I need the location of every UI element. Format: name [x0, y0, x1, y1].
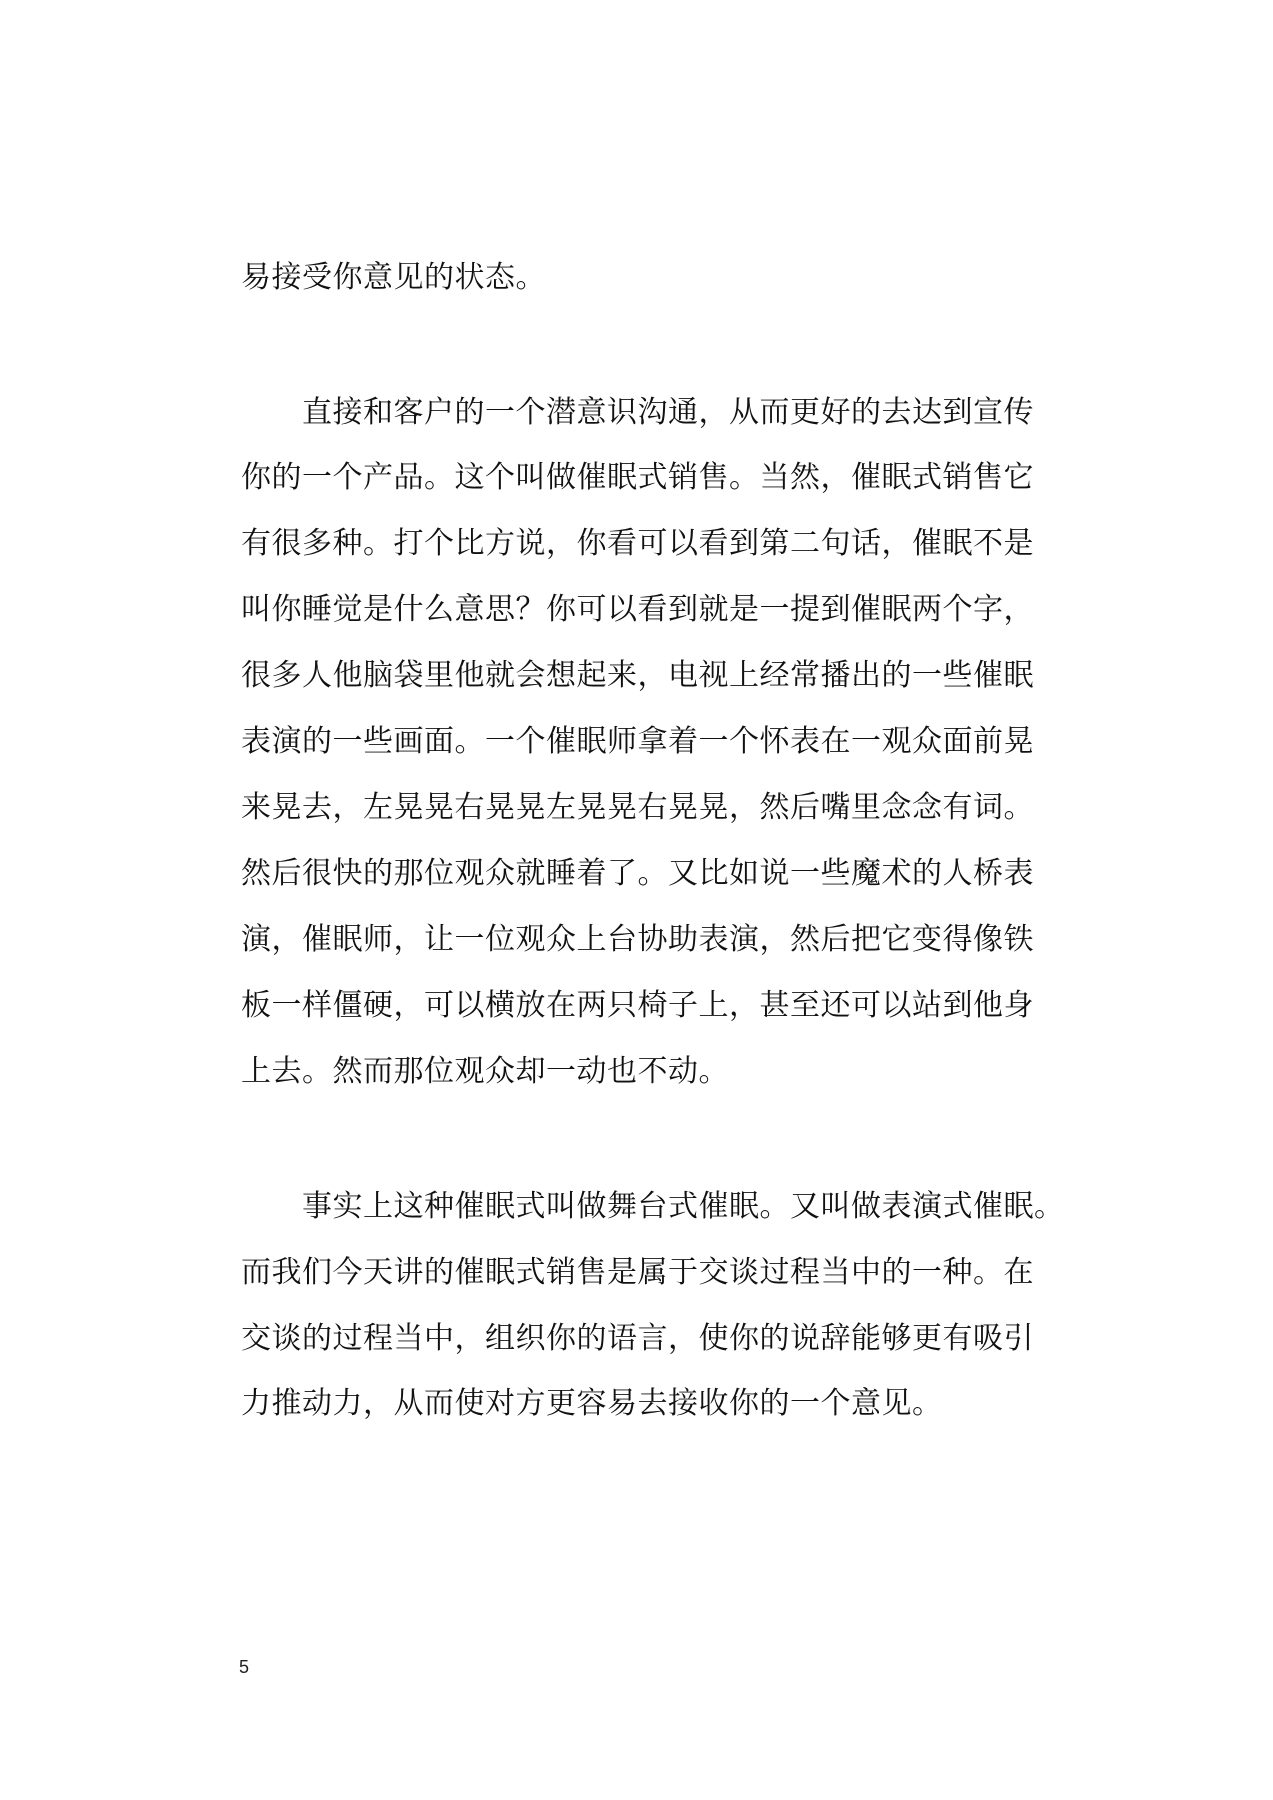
paragraph-line: 板一样僵硬，可以横放在两只椅子上，甚至还可以站到他身 [241, 988, 1034, 1023]
paragraph-line: 来晃去，左晃晃右晃晃左晃晃右晃晃，然后嘴里念念有词。 [241, 790, 1034, 825]
paragraph-line: 演，催眠师，让一位观众上台协助表演，然后把它变得像铁 [241, 922, 1034, 957]
paragraph-line: 事实上这种催眠式叫做舞台式催眠。又叫做表演式催眠。 [241, 1189, 1065, 1224]
paragraph-line: 直接和客户的一个潜意识沟通，从而更好的去达到宣传 [241, 395, 1034, 430]
paragraph-line: 你的一个产品。这个叫做催眠式销售。当然，催眠式销售它 [241, 460, 1034, 495]
paragraph-line: 有很多种。打个比方说，你看可以看到第二句话，催眠不是 [241, 526, 1034, 561]
page-number: 5 [239, 1657, 250, 1677]
paragraph-line: 很多人他脑袋里他就会想起来，电视上经常播出的一些催眠 [241, 658, 1034, 693]
paragraph-line: 而我们今天讲的催眠式销售是属于交谈过程当中的一种。在 [241, 1255, 1034, 1290]
paragraph-line: 叫你睡觉是什么意思？你可以看到就是一提到催眠两个字， [241, 592, 1034, 627]
paragraph-line: 上去。然而那位观众却一动也不动。 [241, 1054, 729, 1089]
paragraph-line: 交谈的过程当中，组织你的语言，使你的说辞能够更有吸引 [241, 1321, 1034, 1356]
paragraph-line: 易接受你意见的状态。 [241, 260, 546, 295]
paragraph-line: 然后很快的那位观众就睡着了。又比如说一些魔术的人桥表 [241, 856, 1034, 891]
paragraph-line: 表演的一些画面。一个催眠师拿着一个怀表在一观众面前晃 [241, 724, 1034, 759]
paragraph-line: 力推动力，从而使对方更容易去接收你的一个意见。 [241, 1386, 943, 1421]
